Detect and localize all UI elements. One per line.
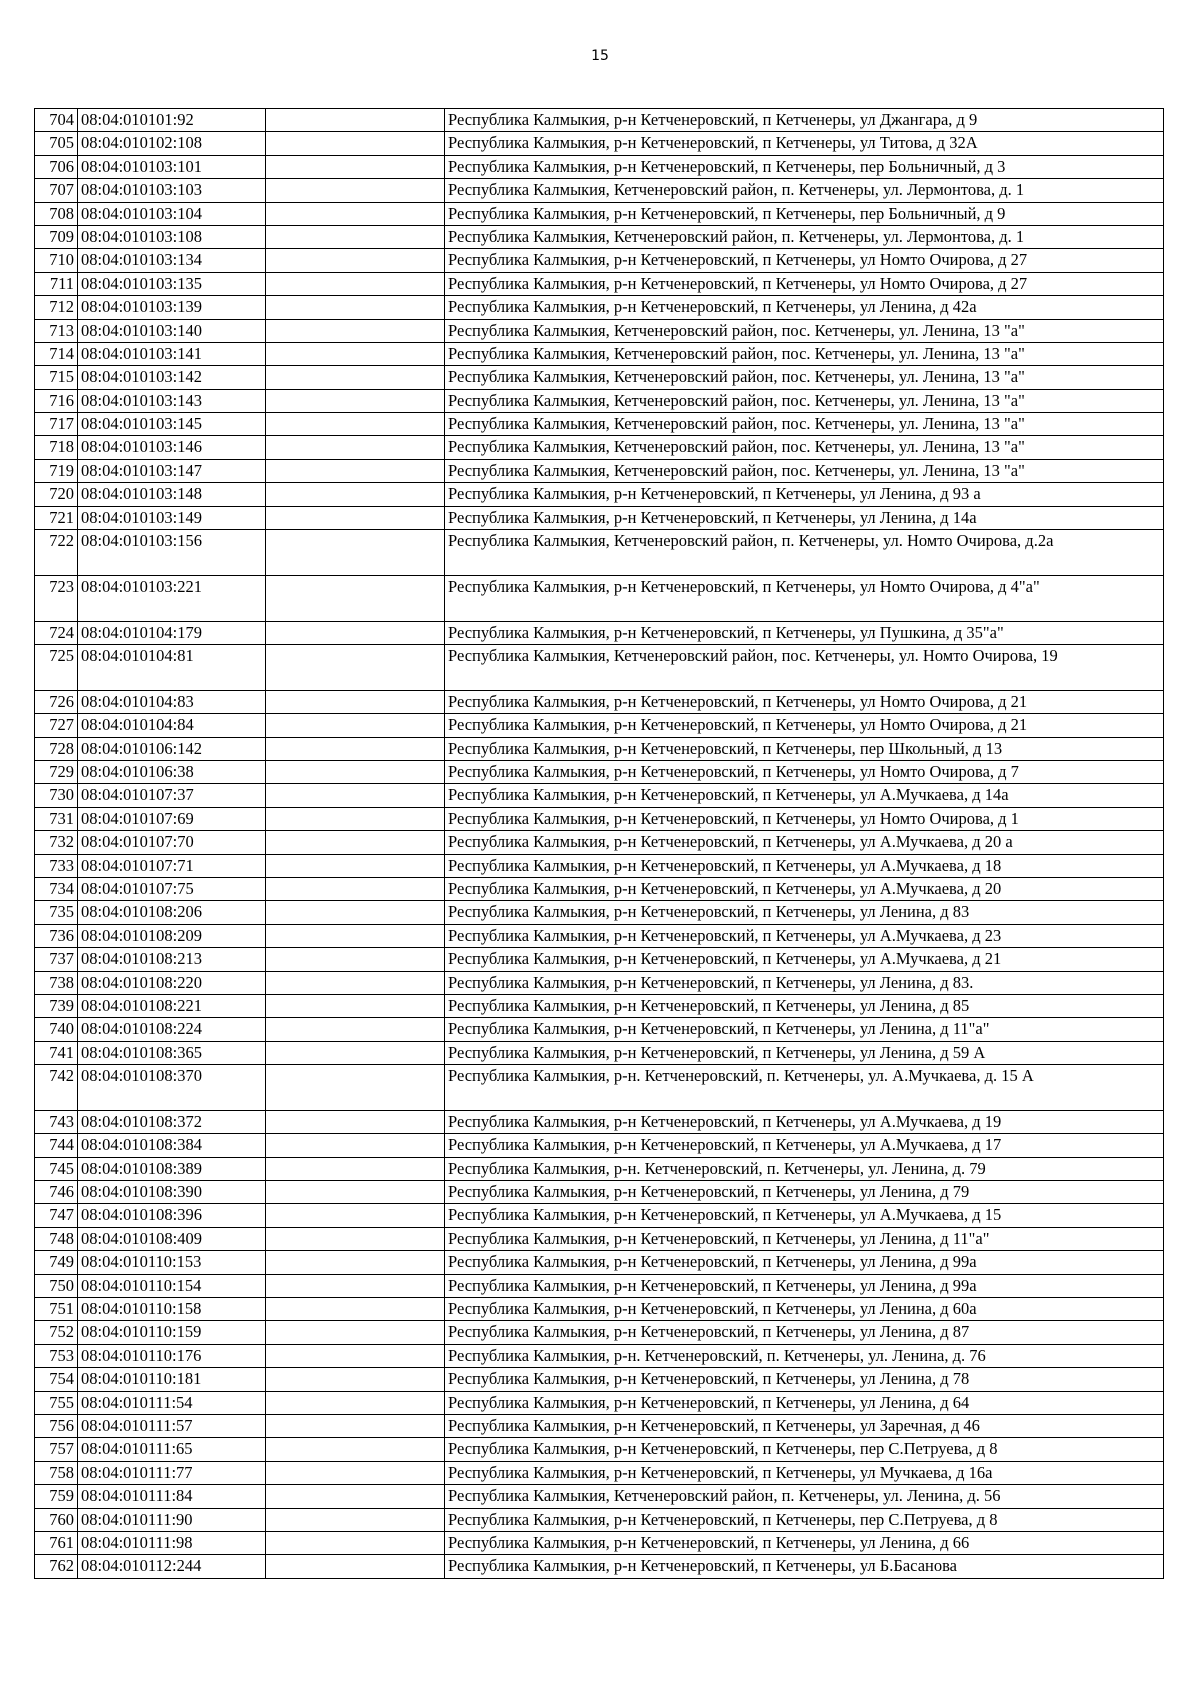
table-row (35, 202, 1164, 225)
registry-table-body (35, 109, 1164, 1579)
address-cell: Республика Калмыкия, р-н Кетченеровский, п Кетченеры, пер Больничный, д 9 (445, 202, 1164, 225)
table-row (35, 1181, 1164, 1204)
address-cell: Республика Калмыкия, Кетченеровский район, п. Кетченеры, ул. Лермонтова, д. 1 (445, 225, 1164, 248)
address-cell: Республика Калмыкия, р-н. Кетченеровский, п. Кетченеры, ул. Ленина, д. 79 (445, 1157, 1164, 1180)
row-number-cell: 727 (35, 714, 78, 737)
empty-cell (266, 1297, 445, 1320)
cadastral-number-cell: 08:04:010108:221 (78, 994, 266, 1017)
row-number-cell: 754 (35, 1368, 78, 1391)
address-cell: Республика Калмыкия, Кетченеровский район, пос. Кетченеры, ул. Номто Очирова, 19 (445, 645, 1164, 691)
empty-cell (266, 459, 445, 482)
row-number-cell: 747 (35, 1204, 78, 1227)
address-cell: Республика Калмыкия, р-н. Кетченеровский, п. Кетченеры, ул. Ленина, д. 76 (445, 1344, 1164, 1367)
cadastral-number-cell: 08:04:010107:70 (78, 831, 266, 854)
table-row (35, 1344, 1164, 1367)
table-row (35, 319, 1164, 342)
empty-cell (266, 389, 445, 412)
cadastral-number-cell: 08:04:010110:159 (78, 1321, 266, 1344)
row-number-cell: 751 (35, 1297, 78, 1320)
empty-cell (266, 1531, 445, 1554)
cadastral-number-cell: 08:04:010103:104 (78, 202, 266, 225)
table-row (35, 413, 1164, 436)
address-cell: Республика Калмыкия, Кетченеровский район, пос. Кетченеры, ул. Ленина, 13 "а" (445, 389, 1164, 412)
empty-cell (266, 483, 445, 506)
cadastral-number-cell: 08:04:010103:134 (78, 249, 266, 272)
row-number-cell: 716 (35, 389, 78, 412)
empty-cell (266, 366, 445, 389)
row-number-cell: 710 (35, 249, 78, 272)
cadastral-number-cell: 08:04:010103:135 (78, 272, 266, 295)
row-number-cell: 736 (35, 924, 78, 947)
address-cell: Республика Калмыкия, р-н Кетченеровский, п Кетченеры, ул Титова, д 32А (445, 132, 1164, 155)
table-row (35, 1041, 1164, 1064)
cadastral-number-cell: 08:04:010103:141 (78, 342, 266, 365)
table-row (35, 1297, 1164, 1320)
table-row (35, 1414, 1164, 1437)
table-row (35, 366, 1164, 389)
table-row (35, 737, 1164, 760)
cadastral-number-cell: 08:04:010103:156 (78, 530, 266, 576)
empty-cell (266, 1485, 445, 1508)
row-number-cell: 725 (35, 645, 78, 691)
address-cell: Республика Калмыкия, р-н Кетченеровский, п Кетченеры, пер С.Петруева, д 8 (445, 1508, 1164, 1531)
row-number-cell: 744 (35, 1134, 78, 1157)
table-row (35, 1368, 1164, 1391)
table-row (35, 690, 1164, 713)
address-cell: Республика Калмыкия, р-н Кетченеровский, п Кетченеры, ул Ленина, д 11"а" (445, 1018, 1164, 1041)
empty-cell (266, 342, 445, 365)
row-number-cell: 705 (35, 132, 78, 155)
table-row (35, 714, 1164, 737)
cadastral-number-cell: 08:04:010104:83 (78, 690, 266, 713)
address-cell: Республика Калмыкия, Кетченеровский район, п. Кетченеры, ул. Лермонтова, д. 1 (445, 179, 1164, 202)
row-number-cell: 713 (35, 319, 78, 342)
row-number-cell: 712 (35, 296, 78, 319)
row-number-cell: 735 (35, 901, 78, 924)
empty-cell (266, 1018, 445, 1041)
address-cell: Республика Калмыкия, р-н Кетченеровский, п Кетченеры, пер С.Петруева, д 8 (445, 1438, 1164, 1461)
address-cell: Республика Калмыкия, р-н Кетченеровский, п Кетченеры, ул Ленина, д 79 (445, 1181, 1164, 1204)
empty-cell (266, 1134, 445, 1157)
empty-cell (266, 831, 445, 854)
table-row (35, 1065, 1164, 1111)
address-cell: Республика Калмыкия, р-н Кетченеровский, п Кетченеры, ул Ленина, д 99а (445, 1251, 1164, 1274)
address-cell: Республика Калмыкия, р-н Кетченеровский, п Кетченеры, ул Ленина, д 14а (445, 506, 1164, 529)
empty-cell (266, 530, 445, 576)
cadastral-number-cell: 08:04:010103:146 (78, 436, 266, 459)
address-cell: Республика Калмыкия, р-н Кетченеровский, п Кетченеры, ул Ленина, д 85 (445, 994, 1164, 1017)
empty-cell (266, 924, 445, 947)
cadastral-number-cell: 08:04:010106:38 (78, 760, 266, 783)
address-cell: Республика Калмыкия, р-н Кетченеровский, п Кетченеры, ул А.Мучкаева, д 20 а (445, 831, 1164, 854)
row-number-cell: 759 (35, 1485, 78, 1508)
table-row (35, 831, 1164, 854)
address-cell: Республика Калмыкия, р-н Кетченеровский, п Кетченеры, ул Заречная, д 46 (445, 1414, 1164, 1437)
table-row (35, 483, 1164, 506)
row-number-cell: 733 (35, 854, 78, 877)
cadastral-number-cell: 08:04:010110:153 (78, 1251, 266, 1274)
row-number-cell: 734 (35, 877, 78, 900)
cadastral-number-cell: 08:04:010106:142 (78, 737, 266, 760)
address-cell: Республика Калмыкия, р-н Кетченеровский, п Кетченеры, ул А.Мучкаева, д 17 (445, 1134, 1164, 1157)
cadastral-number-cell: 08:04:010103:147 (78, 459, 266, 482)
empty-cell (266, 1438, 445, 1461)
empty-cell (266, 737, 445, 760)
row-number-cell: 761 (35, 1531, 78, 1554)
page-number: 15 (591, 48, 609, 64)
empty-cell (266, 994, 445, 1017)
address-cell: Республика Калмыкия, р-н Кетченеровский, п Кетченеры, пер Больничный, д 3 (445, 155, 1164, 178)
row-number-cell: 706 (35, 155, 78, 178)
table-row (35, 459, 1164, 482)
empty-cell (266, 1227, 445, 1250)
row-number-cell: 760 (35, 1508, 78, 1531)
cadastral-number-cell: 08:04:010108:384 (78, 1134, 266, 1157)
row-number-cell: 756 (35, 1414, 78, 1437)
empty-cell (266, 249, 445, 272)
row-number-cell: 748 (35, 1227, 78, 1250)
table-row (35, 807, 1164, 830)
cadastral-number-cell: 08:04:010108:213 (78, 948, 266, 971)
cadastral-number-cell: 08:04:010104:81 (78, 645, 266, 691)
empty-cell (266, 1414, 445, 1437)
empty-cell (266, 1321, 445, 1344)
row-number-cell: 739 (35, 994, 78, 1017)
address-cell: Республика Калмыкия, р-н Кетченеровский, п Кетченеры, ул Номто Очирова, д 4"а" (445, 575, 1164, 621)
cadastral-number-cell: 08:04:010103:149 (78, 506, 266, 529)
table-row (35, 1485, 1164, 1508)
cadastral-number-cell: 08:04:010110:158 (78, 1297, 266, 1320)
cadastral-number-cell: 08:04:010110:154 (78, 1274, 266, 1297)
row-number-cell: 740 (35, 1018, 78, 1041)
cadastral-number-cell: 08:04:010107:69 (78, 807, 266, 830)
empty-cell (266, 784, 445, 807)
row-number-cell: 719 (35, 459, 78, 482)
row-number-cell: 752 (35, 1321, 78, 1344)
cadastral-number-cell: 08:04:010111:65 (78, 1438, 266, 1461)
row-number-cell: 728 (35, 737, 78, 760)
cadastral-number-cell: 08:04:010103:143 (78, 389, 266, 412)
table-row (35, 530, 1164, 576)
cadastral-number-cell: 08:04:010103:140 (78, 319, 266, 342)
cadastral-number-cell: 08:04:010103:221 (78, 575, 266, 621)
table-row (35, 506, 1164, 529)
table-row (35, 342, 1164, 365)
address-cell: Республика Калмыкия, р-н Кетченеровский, п Кетченеры, ул А.Мучкаева, д 15 (445, 1204, 1164, 1227)
address-cell: Республика Калмыкия, р-н Кетченеровский, п Кетченеры, ул Ленина, д 66 (445, 1531, 1164, 1554)
cadastral-number-cell: 08:04:010108:396 (78, 1204, 266, 1227)
row-number-cell: 717 (35, 413, 78, 436)
row-number-cell: 723 (35, 575, 78, 621)
row-number-cell: 742 (35, 1065, 78, 1111)
address-cell: Республика Калмыкия, р-н Кетченеровский, п Кетченеры, ул Номто Очирова, д 1 (445, 807, 1164, 830)
cadastral-number-cell: 08:04:010102:108 (78, 132, 266, 155)
empty-cell (266, 645, 445, 691)
cadastral-number-cell: 08:04:010103:148 (78, 483, 266, 506)
row-number-cell: 745 (35, 1157, 78, 1180)
empty-cell (266, 132, 445, 155)
row-number-cell: 755 (35, 1391, 78, 1414)
cadastral-number-cell: 08:04:010101:92 (78, 109, 266, 132)
empty-cell (266, 1065, 445, 1111)
property-registry-table (34, 108, 1164, 1579)
cadastral-number-cell: 08:04:010111:90 (78, 1508, 266, 1531)
cadastral-number-cell: 08:04:010111:84 (78, 1485, 266, 1508)
address-cell: Республика Калмыкия, Кетченеровский район, пос. Кетченеры, ул. Ленина, 13 "а" (445, 342, 1164, 365)
address-cell: Республика Калмыкия, р-н Кетченеровский, п Кетченеры, ул Номто Очирова, д 7 (445, 760, 1164, 783)
table-row (35, 854, 1164, 877)
address-cell: Республика Калмыкия, р-н Кетченеровский, п Кетченеры, ул Ленина, д 59 А (445, 1041, 1164, 1064)
table-row (35, 1438, 1164, 1461)
cadastral-number-cell: 08:04:010107:71 (78, 854, 266, 877)
cadastral-number-cell: 08:04:010103:101 (78, 155, 266, 178)
empty-cell (266, 948, 445, 971)
cadastral-number-cell: 08:04:010111:77 (78, 1461, 266, 1484)
address-cell: Республика Калмыкия, р-н Кетченеровский, п Кетченеры, ул Ленина, д 60а (445, 1297, 1164, 1320)
empty-cell (266, 272, 445, 295)
row-number-cell: 709 (35, 225, 78, 248)
cadastral-number-cell: 08:04:010108:206 (78, 901, 266, 924)
empty-cell (266, 1274, 445, 1297)
cadastral-number-cell: 08:04:010103:145 (78, 413, 266, 436)
empty-cell (266, 901, 445, 924)
cadastral-number-cell: 08:04:010110:181 (78, 1368, 266, 1391)
row-number-cell: 750 (35, 1274, 78, 1297)
address-cell: Республика Калмыкия, р-н Кетченеровский, п Кетченеры, ул Б.Басанова (445, 1555, 1164, 1578)
cadastral-number-cell: 08:04:010108:389 (78, 1157, 266, 1180)
row-number-cell: 757 (35, 1438, 78, 1461)
address-cell: Республика Калмыкия, р-н Кетченеровский, п Кетченеры, ул Ленина, д 78 (445, 1368, 1164, 1391)
empty-cell (266, 807, 445, 830)
cadastral-number-cell: 08:04:010108:365 (78, 1041, 266, 1064)
row-number-cell: 721 (35, 506, 78, 529)
row-number-cell: 726 (35, 690, 78, 713)
row-number-cell: 746 (35, 1181, 78, 1204)
table-row (35, 948, 1164, 971)
table-row (35, 296, 1164, 319)
table-row (35, 760, 1164, 783)
address-cell: Республика Калмыкия, р-н Кетченеровский, п Кетченеры, ул А.Мучкаева, д 18 (445, 854, 1164, 877)
address-cell: Республика Калмыкия, р-н Кетченеровский, п Кетченеры, ул Ленина, д 42а (445, 296, 1164, 319)
address-cell: Республика Калмыкия, р-н Кетченеровский, п Кетченеры, ул Ленина, д 87 (445, 1321, 1164, 1344)
row-number-cell: 737 (35, 948, 78, 971)
table-row (35, 924, 1164, 947)
table-row (35, 1157, 1164, 1180)
cadastral-number-cell: 08:04:010108:209 (78, 924, 266, 947)
cadastral-number-cell: 08:04:010108:224 (78, 1018, 266, 1041)
address-cell: Республика Калмыкия, Кетченеровский район, пос. Кетченеры, ул. Ленина, 13 "а" (445, 413, 1164, 436)
row-number-cell: 758 (35, 1461, 78, 1484)
empty-cell (266, 1181, 445, 1204)
empty-cell (266, 690, 445, 713)
cadastral-number-cell: 08:04:010107:75 (78, 877, 266, 900)
empty-cell (266, 575, 445, 621)
cadastral-number-cell: 08:04:010112:244 (78, 1555, 266, 1578)
cadastral-number-cell: 08:04:010111:57 (78, 1414, 266, 1437)
row-number-cell: 720 (35, 483, 78, 506)
empty-cell (266, 971, 445, 994)
address-cell: Республика Калмыкия, р-н Кетченеровский, п Кетченеры, ул Номто Очирова, д 21 (445, 690, 1164, 713)
row-number-cell: 707 (35, 179, 78, 202)
address-cell: Республика Калмыкия, р-н Кетченеровский, п Кетченеры, ул Ленина, д 99а (445, 1274, 1164, 1297)
cadastral-number-cell: 08:04:010103:108 (78, 225, 266, 248)
address-cell: Республика Калмыкия, р-н Кетченеровский, п Кетченеры, ул Ленина, д 83. (445, 971, 1164, 994)
address-cell: Республика Калмыкия, р-н Кетченеровский, п Кетченеры, ул Номто Очирова, д 21 (445, 714, 1164, 737)
empty-cell (266, 1508, 445, 1531)
table-row (35, 132, 1164, 155)
cadastral-number-cell: 08:04:010103:139 (78, 296, 266, 319)
row-number-cell: 743 (35, 1110, 78, 1133)
table-row (35, 1018, 1164, 1041)
address-cell: Республика Калмыкия, р-н Кетченеровский, п Кетченеры, ул А.Мучкаева, д 19 (445, 1110, 1164, 1133)
table-row (35, 436, 1164, 459)
address-cell: Республика Калмыкия, Кетченеровский район, п. Кетченеры, ул. Ленина, д. 56 (445, 1485, 1164, 1508)
row-number-cell: 724 (35, 621, 78, 644)
cadastral-number-cell: 08:04:010103:103 (78, 179, 266, 202)
row-number-cell: 730 (35, 784, 78, 807)
address-cell: Республика Калмыкия, р-н Кетченеровский, п Кетченеры, ул Пушкина, д 35"а" (445, 621, 1164, 644)
empty-cell (266, 1461, 445, 1484)
cadastral-number-cell: 08:04:010108:220 (78, 971, 266, 994)
empty-cell (266, 1204, 445, 1227)
empty-cell (266, 436, 445, 459)
table-row (35, 994, 1164, 1017)
cadastral-number-cell: 08:04:010108:370 (78, 1065, 266, 1111)
empty-cell (266, 225, 445, 248)
table-row (35, 249, 1164, 272)
table-row (35, 1274, 1164, 1297)
empty-cell (266, 877, 445, 900)
table-row (35, 621, 1164, 644)
address-cell: Республика Калмыкия, р-н Кетченеровский, п Кетченеры, ул А.Мучкаева, д 23 (445, 924, 1164, 947)
cadastral-number-cell: 08:04:010104:179 (78, 621, 266, 644)
row-number-cell: 738 (35, 971, 78, 994)
empty-cell (266, 413, 445, 436)
empty-cell (266, 1157, 445, 1180)
table-row (35, 1508, 1164, 1531)
address-cell: Республика Калмыкия, р-н Кетченеровский, п Кетченеры, ул Ленина, д 11"а" (445, 1227, 1164, 1250)
table-row (35, 1531, 1164, 1554)
empty-cell (266, 1391, 445, 1414)
empty-cell (266, 506, 445, 529)
row-number-cell: 729 (35, 760, 78, 783)
table-row (35, 1555, 1164, 1578)
row-number-cell: 704 (35, 109, 78, 132)
row-number-cell: 718 (35, 436, 78, 459)
address-cell: Республика Калмыкия, р-н Кетченеровский, п Кетченеры, ул Ленина, д 83 (445, 901, 1164, 924)
table-row (35, 877, 1164, 900)
row-number-cell: 731 (35, 807, 78, 830)
table-row (35, 1391, 1164, 1414)
table-row (35, 575, 1164, 621)
cadastral-number-cell: 08:04:010108:409 (78, 1227, 266, 1250)
empty-cell (266, 202, 445, 225)
empty-cell (266, 1344, 445, 1367)
empty-cell (266, 1368, 445, 1391)
table-row (35, 1251, 1164, 1274)
address-cell: Республика Калмыкия, р-н Кетченеровский, п Кетченеры, ул Ленина, д 93 а (445, 483, 1164, 506)
table-row (35, 1461, 1164, 1484)
table-row (35, 645, 1164, 691)
cadastral-number-cell: 08:04:010111:54 (78, 1391, 266, 1414)
empty-cell (266, 1110, 445, 1133)
empty-cell (266, 1041, 445, 1064)
empty-cell (266, 621, 445, 644)
row-number-cell: 732 (35, 831, 78, 854)
table-row (35, 1227, 1164, 1250)
address-cell: Республика Калмыкия, р-н Кетченеровский, п Кетченеры, ул Мучкаева, д 16а (445, 1461, 1164, 1484)
table-row (35, 971, 1164, 994)
empty-cell (266, 1555, 445, 1578)
empty-cell (266, 854, 445, 877)
row-number-cell: 711 (35, 272, 78, 295)
table-row (35, 1134, 1164, 1157)
empty-cell (266, 296, 445, 319)
address-cell: Республика Калмыкия, р-н Кетченеровский, п Кетченеры, ул Джангара, д 9 (445, 109, 1164, 132)
row-number-cell: 722 (35, 530, 78, 576)
address-cell: Республика Калмыкия, р-н Кетченеровский, п Кетченеры, ул Номто Очирова, д 27 (445, 249, 1164, 272)
table-row (35, 1204, 1164, 1227)
address-cell: Республика Калмыкия, Кетченеровский район, п. Кетченеры, ул. Номто Очирова, д.2а (445, 530, 1164, 576)
empty-cell (266, 760, 445, 783)
row-number-cell: 714 (35, 342, 78, 365)
table-row (35, 109, 1164, 132)
empty-cell (266, 319, 445, 342)
cadastral-number-cell: 08:04:010104:84 (78, 714, 266, 737)
row-number-cell: 762 (35, 1555, 78, 1578)
table-row (35, 225, 1164, 248)
address-cell: Республика Калмыкия, р-н Кетченеровский, п Кетченеры, ул Ленина, д 64 (445, 1391, 1164, 1414)
cadastral-number-cell: 08:04:010103:142 (78, 366, 266, 389)
empty-cell (266, 179, 445, 202)
row-number-cell: 753 (35, 1344, 78, 1367)
table-row (35, 784, 1164, 807)
table-row (35, 389, 1164, 412)
address-cell: Республика Калмыкия, р-н Кетченеровский, п Кетченеры, ул Номто Очирова, д 27 (445, 272, 1164, 295)
address-cell: Республика Калмыкия, р-н Кетченеровский, п Кетченеры, ул А.Мучкаева, д 14а (445, 784, 1164, 807)
cadastral-number-cell: 08:04:010108:390 (78, 1181, 266, 1204)
row-number-cell: 708 (35, 202, 78, 225)
empty-cell (266, 109, 445, 132)
empty-cell (266, 155, 445, 178)
cadastral-number-cell: 08:04:010110:176 (78, 1344, 266, 1367)
table-row (35, 272, 1164, 295)
row-number-cell: 741 (35, 1041, 78, 1064)
table-row (35, 901, 1164, 924)
address-cell: Республика Калмыкия, Кетченеровский район, пос. Кетченеры, ул. Ленина, 13 "а" (445, 459, 1164, 482)
row-number-cell: 749 (35, 1251, 78, 1274)
empty-cell (266, 714, 445, 737)
cadastral-number-cell: 08:04:010108:372 (78, 1110, 266, 1133)
cadastral-number-cell: 08:04:010107:37 (78, 784, 266, 807)
table-row (35, 179, 1164, 202)
table-row (35, 1321, 1164, 1344)
empty-cell (266, 1251, 445, 1274)
address-cell: Республика Калмыкия, Кетченеровский район, пос. Кетченеры, ул. Ленина, 13 "а" (445, 436, 1164, 459)
table-row (35, 1110, 1164, 1133)
address-cell: Республика Калмыкия, р-н Кетченеровский, п Кетченеры, ул А.Мучкаева, д 20 (445, 877, 1164, 900)
row-number-cell: 715 (35, 366, 78, 389)
table-row (35, 155, 1164, 178)
address-cell: Республика Калмыкия, Кетченеровский район, пос. Кетченеры, ул. Ленина, 13 "а" (445, 319, 1164, 342)
address-cell: Республика Калмыкия, р-н Кетченеровский, п Кетченеры, ул А.Мучкаева, д 21 (445, 948, 1164, 971)
address-cell: Республика Калмыкия, р-н. Кетченеровский, п. Кетченеры, ул. А.Мучкаева, д. 15 А (445, 1065, 1164, 1111)
address-cell: Республика Калмыкия, р-н Кетченеровский, п Кетченеры, пер Школьный, д 13 (445, 737, 1164, 760)
cadastral-number-cell: 08:04:010111:98 (78, 1531, 266, 1554)
address-cell: Республика Калмыкия, Кетченеровский район, пос. Кетченеры, ул. Ленина, 13 "а" (445, 366, 1164, 389)
